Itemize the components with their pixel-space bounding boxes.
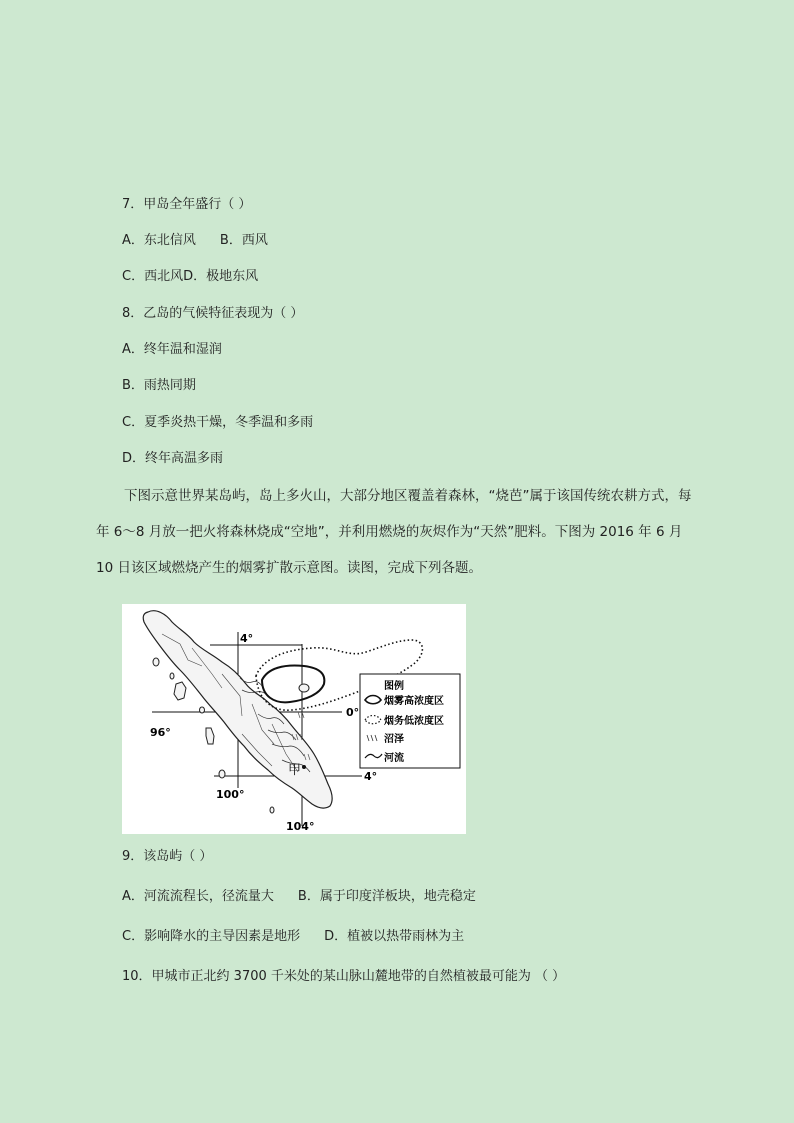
q9-option-b: B．属于印度洋板块，地壳稳定 (297, 889, 476, 904)
q7-option-a: A．东北信风 (122, 233, 196, 248)
q7-option-c: C．西北风 (122, 269, 184, 284)
islet (200, 707, 205, 713)
label-equator: 0° (346, 706, 360, 719)
legend-river: 河流 (384, 753, 404, 764)
map-svg (122, 604, 466, 834)
q7-stem: 7．甲岛全年盛行（ ） (122, 197, 252, 212)
islet (270, 807, 274, 813)
legend-title: 图例 (384, 681, 404, 692)
legend-high: 烟雾高浓度区 (384, 696, 444, 707)
islet (174, 682, 186, 700)
q9-option-c: C．影响降水的主导因素是地形 (122, 929, 301, 944)
q8-stem: 8．乙岛的气候特征表现为（ ） (122, 306, 304, 321)
label-lat-4n: 4° (240, 632, 254, 645)
island-smoke-map (122, 604, 466, 834)
q7-option-d: D．极地东风 (183, 269, 259, 284)
q9-stem: 9．该岛屿（ ） (122, 849, 213, 864)
islet (206, 728, 214, 744)
q9-option-d: D．植被以热带雨林为主 (324, 929, 465, 944)
smoke-high-zone (262, 666, 324, 703)
map-legend (360, 674, 460, 768)
q8-option-d: D．终年高温多雨 (122, 451, 224, 466)
q10-stem: 10．甲城市正北约 3700 千米处的某山脉山麓地带的自然植被最可能为 （ ） (122, 969, 566, 984)
legend-swamp: 沼泽 (384, 734, 404, 745)
label-lon-96: 96° (150, 726, 171, 739)
q7-option-b: B．西风 (219, 233, 268, 248)
q8-option-c: C．夏季炎热干燥，冬季温和多雨 (122, 415, 314, 430)
q8-option-a: A．终年温和湿润 (122, 342, 222, 357)
label-lon-104: 104° (286, 820, 315, 833)
legend-low: 烟务低浓度区 (384, 716, 444, 727)
label-lon-100: 100° (216, 788, 245, 801)
label-lat-4s: 4° (364, 770, 378, 783)
islet (299, 684, 309, 692)
q7-options-row1 (122, 232, 268, 250)
islet (219, 770, 225, 778)
q9-options-row1 (122, 888, 476, 906)
city-label: 甲 (288, 763, 302, 778)
q7-options-row2 (122, 268, 258, 286)
q9-options-row2 (122, 928, 464, 946)
islet (170, 673, 174, 679)
islet (153, 658, 159, 666)
passage (96, 478, 700, 586)
passage-text: 下图示意世界某岛屿，岛上多火山，大部分地区覆盖着森林，“烧芭”属于该国传统农耕方式，每年 6～8 月放一把火将森林烧成“空地”，并利用燃烧的灰烬作为“天然”肥料。下图为 2016 年 6 月 10 日该区域燃烧产生的烟雾扩散示意图。读图，完成下列各题。 (96, 488, 692, 576)
q9-option-a: A．河流流程长，径流量大 (122, 889, 274, 904)
q8-option-b: B．雨热同期 (122, 378, 196, 393)
city-marker (302, 765, 306, 769)
